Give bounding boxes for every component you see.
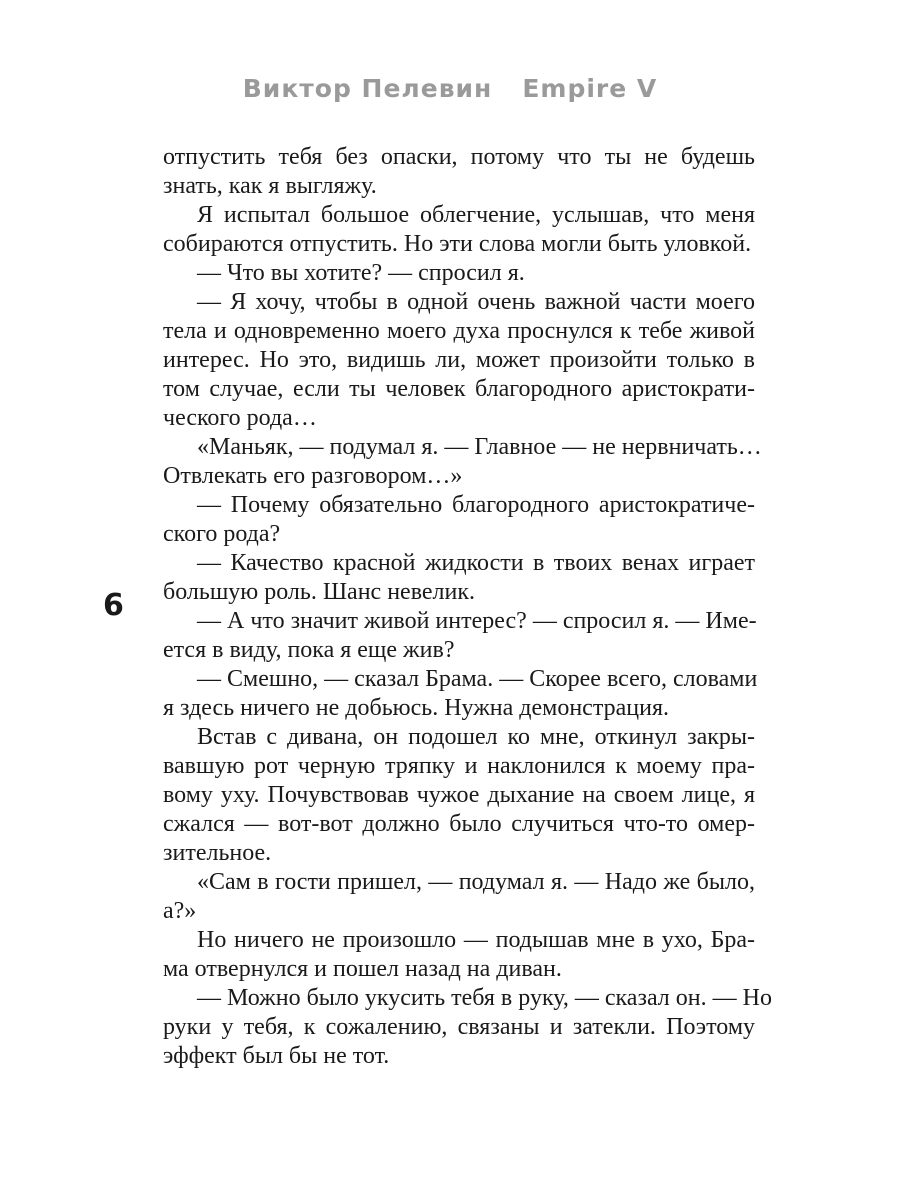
running-header — [0, 74, 900, 103]
text-line: ского рода? — [163, 521, 281, 547]
header-author: Виктор Пелевин — [242, 74, 493, 103]
text-line: «Сам в гости пришел, — подумал я. — Надо же было, — [197, 869, 755, 895]
text-line: вому уху. Почувствовав чужое дыхание на своем лице, я — [163, 782, 755, 808]
text-line: Отвлекать его разговором…» — [163, 463, 463, 489]
text-line: — Можно было укусить тебя в руку, — сказал он. — Но — [197, 985, 772, 1011]
text-line: сжался — вот-вот должно было случиться что-то омер- — [163, 811, 755, 837]
text-line: эффект был бы не тот. — [163, 1043, 390, 1069]
text-line: том случае, если ты человек благородного аристократи- — [163, 376, 755, 402]
text-line: — Смешно, — сказал Брама. — Скорее всего, словами — [197, 666, 758, 692]
text-line: знать, как я выгляжу. — [163, 173, 377, 199]
text-line: я здесь ничего не добьюсь. Нужна демонстрация. — [163, 695, 669, 721]
header-title: Empire V — [522, 74, 658, 103]
text-line: собираются отпустить. Но эти слова могли быть уловкой. — [163, 231, 752, 257]
text-line: «Маньяк, — подумал я. — Главное — не нервничать… — [197, 434, 762, 460]
text-line: — Я хочу, чтобы в одной очень важной части моего — [197, 289, 755, 315]
text-line: тела и одновременно моего духа проснулся к тебе живой — [163, 318, 755, 344]
text-line: ческого рода… — [163, 405, 317, 431]
body-text — [163, 143, 772, 1071]
text-line: ется в виду, пока я еще жив? — [163, 637, 455, 663]
text-line: — Что вы хотите? — спросил я. — [197, 260, 525, 286]
text-line: руки у тебя, к сожалению, связаны и затекли. Поэтому — [163, 1014, 755, 1040]
text-line: Но ничего не произошло — подышав мне в ухо, Бра- — [197, 927, 755, 953]
text-line: Я испытал большое облегчение, услышав, что меня — [197, 202, 755, 228]
text-line: вавшую рот черную тряпку и наклонился к моему пра- — [163, 753, 755, 779]
text-line: зительное. — [163, 840, 272, 866]
text-line: — Качество красной жидкости в твоих венах играет — [197, 550, 755, 576]
text-line: — А что значит живой интерес? — спросил я. — Име- — [197, 608, 757, 634]
text-line: ма отвернулся и пошел назад на диван. — [163, 956, 562, 982]
text-line: — Почему обязательно благородного аристократиче- — [197, 492, 755, 518]
text-line: большую роль. Шанс невелик. — [163, 579, 476, 605]
text-line: Встав с дивана, он подошел ко мне, откинул закры- — [197, 724, 755, 750]
text-line: интерес. Но это, видишь ли, может произойти только в — [163, 347, 755, 373]
text-line: отпустить тебя без опаски, потому что ты не будешь — [163, 144, 755, 170]
text-line: а?» — [163, 898, 197, 924]
page-number: 6 — [103, 588, 124, 623]
